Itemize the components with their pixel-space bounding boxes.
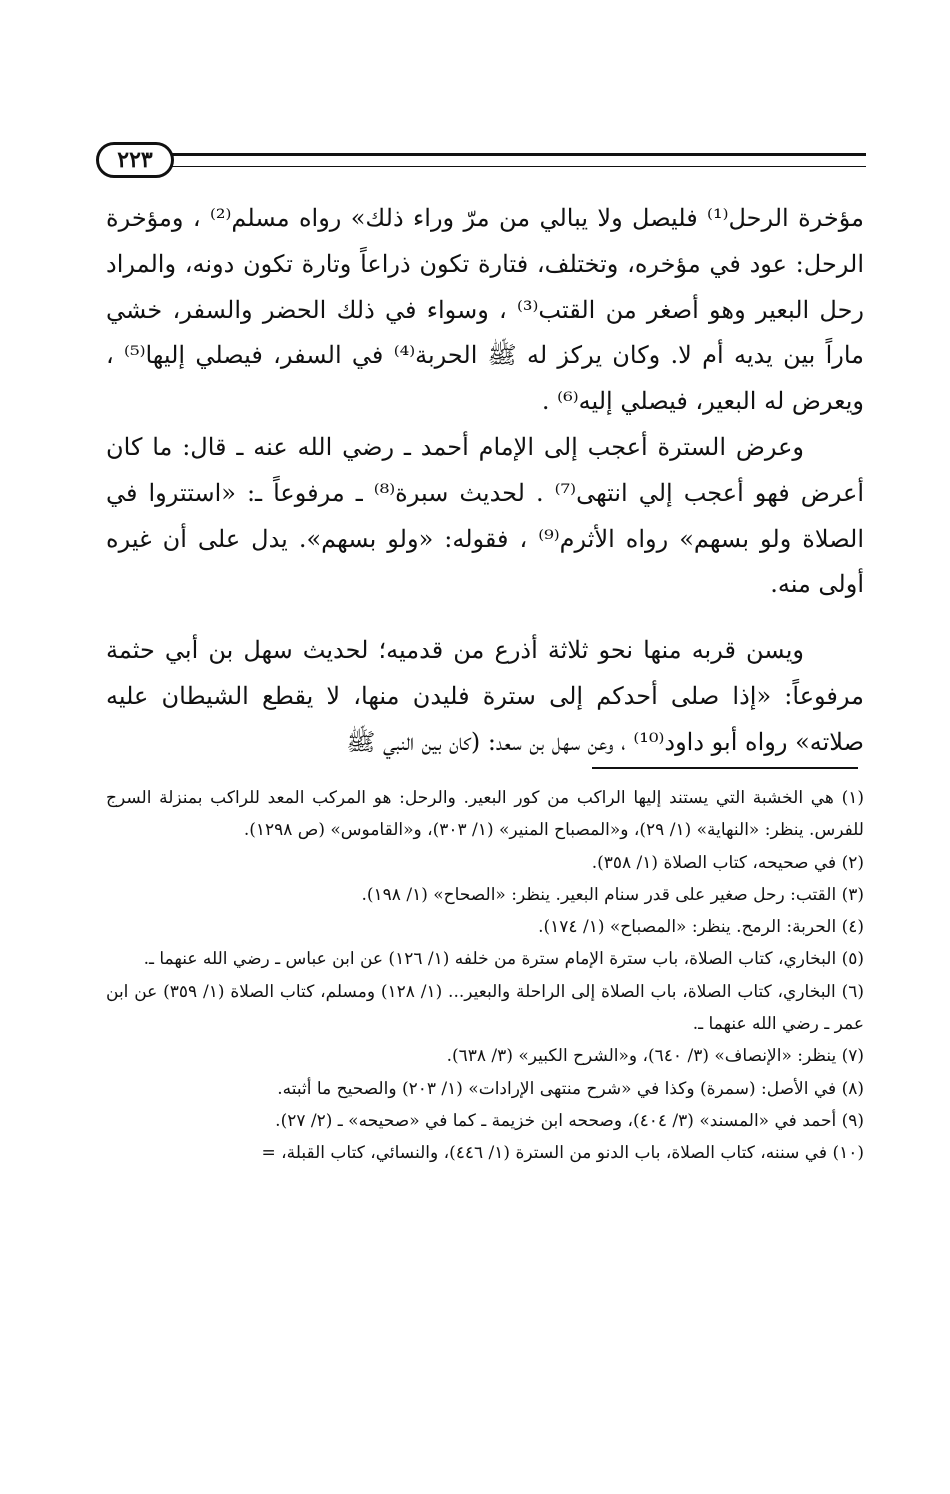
paragraph: ويسن قربه منها نحو ثلاثة أذرع من قدميه؛ لحديث سهل بن أبي حثمة مرفوعاً: «إذا صلى أحدكم إلى سترة فليدن منها، لا يقطع الشيطان عليه صلاته» رواه أبو داود⁽¹⁰⁾ ، وعن سهل بن سعد: (كان بين النبي ﷺ <box>106 636 864 756</box>
paragraph: مؤخرة الرحل⁽¹⁾ فليصل ولا يبالي من مرّ وراء ذلك» رواه مسلم⁽²⁾ ، ومؤخرة الرحل: عود في مؤخره، وتختلف، فتارة تكون ذراعاً وتارة تكون دونه، والمراد رحل البعير وهو أصغر من القتب⁽³⁾ ، وسواء في ذلك الحضر والسفر، خشي ماراً بين يديه أم لا. وكان يركز له ﷺ الحربة⁽⁴⁾ في السفر، فيصلي إليها⁽⁵⁾ ، ويعرض له البعير، فيصلي إليه⁽⁶⁾ . <box>106 204 865 416</box>
footnote: (٨) في الأصل: (سمرة) وكذا في «شرح منتهى الإرادات» (١/ ٢٠٣) والصحيح ما أثبته. <box>277 1078 864 1099</box>
footnote: (٥) البخاري، كتاب الصلاة، باب سترة الإمام سترة من خلفه (١/ ١٢٦) عن ابن عباس ـ رضي الله عنهما ـ. <box>143 949 864 970</box>
footnote: (١) هي الخشبة التي يستند إليها الراكب من كور البعير. والرحل: هو المركب المعد للراكب بمنزلة السرج للفرس. ينظر: «النهاية» (١/ ٢٩)، و«المصباح المنير» (١/ ٣٠٣)، و«القاموس» (ص ١٢٩٨). <box>106 788 864 841</box>
main-text <box>106 196 864 766</box>
footnote: (٣) القتب: رحل صغير على قدر سنام البعير. ينظر: «الصحاح» (١/ ١٩٨). <box>361 884 864 905</box>
footnote: (٦) البخاري، كتاب الصلاة، باب الصلاة إلى الراحلة والبعير... (١/ ١٢٨) ومسلم، كتاب الصلاة (١/ ٣٥٩) عن ابن عمر ـ رضي الله عنهما ـ. <box>106 981 864 1035</box>
header-rule <box>166 153 866 167</box>
footnotes <box>106 782 864 1170</box>
footnote-divider <box>592 767 858 769</box>
paragraph: وعرض السترة أعجب إلى الإمام أحمد ـ رضي الله عنه ـ قال: ما كان أعرض فهو أعجب إلي انتهى⁽⁷⁾ . لحديث سبرة⁽⁸⁾ ـ مرفوعاً ـ: «استتروا في الصلاة ولو بسهم» رواه الأثرم⁽⁹⁾ ، فقوله: «ولو بسهم». يدل على أن غيره أولى منه. <box>106 432 864 599</box>
footnote: (٧) ينظر: «الإنصاف» (٣/ ٦٤٠)، و«الشرح الكبير» (٣/ ٦٣٨). <box>446 1046 864 1067</box>
page-header <box>96 142 866 182</box>
footnote: (٤) الحربة: الرمح. ينظر: «المصباح» (١/ ١٧٤). <box>538 917 864 938</box>
page-number: ٢٢٣ <box>96 142 174 178</box>
footnote: (٢) في صحيحه، كتاب الصلاة (١/ ٣٥٨). <box>591 852 864 873</box>
footnote: (١٠) في سننه، كتاب الصلاة، باب الدنو من السترة (١/ ٤٤٦)، والنسائي، كتاب القبلة، = <box>261 1143 864 1164</box>
footnote: (٩) أحمد في «المسند» (٣/ ٤٠٤)، وصححه ابن خزيمة ـ كما في «صحيحه» ـ (٢/ ٢٧). <box>275 1110 864 1131</box>
